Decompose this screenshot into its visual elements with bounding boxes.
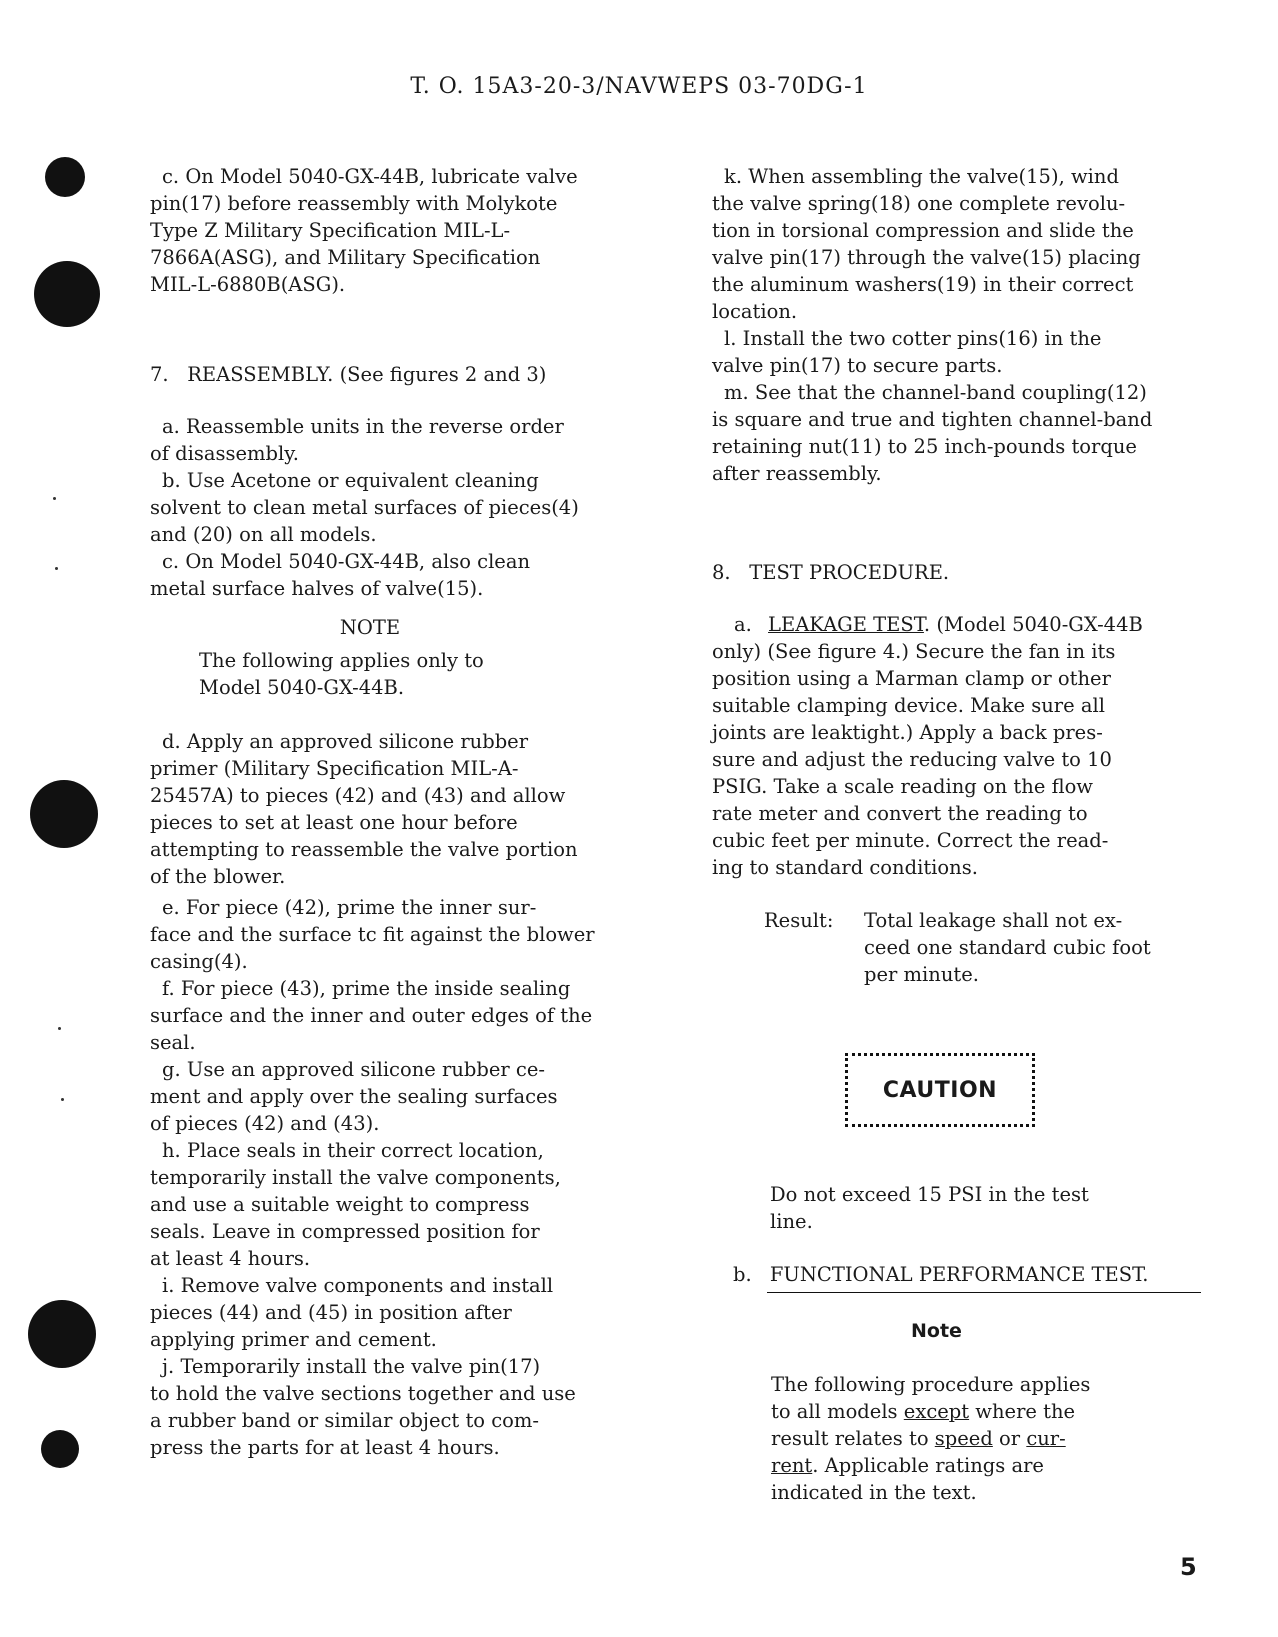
- para-a-reassemble: a. Reassemble units in the reverse order of disassembly.: [150, 415, 564, 465]
- functional-test-heading: FUNCTIONAL PERFORMANCE TEST.: [769, 1263, 1149, 1286]
- note-title: NOTE: [339, 616, 401, 639]
- para-f-piece43: f. For piece (43), prime the inside sealing surface and the inner and outer edges of the seal.: [150, 977, 593, 1054]
- functional-test-underline: [767, 1292, 1201, 1293]
- para-g-cement: g. Use an approved silicone rubber ce- ment and apply over the sealing surfaces of pieces (42) and (43).: [150, 1058, 558, 1135]
- note-body: The following applies only to Model 5040-GX-44B.: [199, 649, 484, 699]
- punch-hole: [34, 261, 100, 327]
- result-body: Total leakage shall not ex- ceed one standard cubic foot per minute.: [864, 909, 1151, 986]
- para-b-acetone: b. Use Acetone or equivalent cleaning solvent to clean metal surfaces of pieces(4) and (20) on all models.: [150, 469, 579, 546]
- leakage-test-heading: LEAKAGE TEST: [768, 613, 924, 636]
- caution-body: Do not exceed 15 PSI in the test line.: [770, 1183, 1089, 1233]
- note-bold-title: Note: [911, 1320, 962, 1342]
- page-number: 5: [1180, 1553, 1197, 1581]
- para-m-coupling: m. See that the channel-band coupling(12) is square and true and tighten channel-band retaining nut(11) to 25 inch-pounds torque after reassembly.: [712, 381, 1153, 485]
- functional-note-body: The following procedure applies to all models except where the result relates to speed or cur- rent. Applicable ratings are indicated in the text.: [771, 1373, 1091, 1504]
- right-column: [712, 163, 1232, 988]
- speck: [61, 1098, 64, 1101]
- except-underlined: except: [903, 1400, 970, 1423]
- para-h-seals: h. Place seals in their correct location, temporarily install the valve components, and use a suitable weight to compress seals. Leave in compressed position for at least 4 hours.: [150, 1139, 561, 1270]
- punch-hole: [45, 157, 85, 197]
- caution-label: CAUTION: [882, 1077, 998, 1103]
- speed-underlined: speed: [934, 1427, 993, 1450]
- punch-hole: [28, 1300, 96, 1368]
- para-d-primer: d. Apply an approved silicone rubber primer (Military Specification MIL-A- 25457A) to pieces (42) and (43) and allow pieces to set at least one hour before attempting to reassemble the valve portion of the blower.: [150, 730, 578, 888]
- result-label: Result:: [764, 909, 834, 932]
- para-j-install-pin: j. Temporarily install the valve pin(17) to hold the valve sections together and use a rubber band or similar object to com- press the parts for at least 4 hours.: [150, 1355, 576, 1459]
- para-l-cotter: l. Install the two cotter pins(16) in the valve pin(17) to secure parts.: [712, 327, 1102, 377]
- speck: [55, 567, 58, 570]
- functional-test-heading-line: b. FUNCTIONAL PERFORMANCE TEST.: [733, 1263, 1149, 1286]
- para-e-piece42: e. For piece (42), prime the inner sur- face and the surface tc fit against the blower casing(4).: [150, 896, 595, 973]
- para-i-remove: i. Remove valve components and install pieces (44) and (45) in position after applying primer and cement.: [150, 1274, 554, 1351]
- speck: [53, 497, 56, 500]
- para-c-lubricate: c. On Model 5040-GX-44B, lubricate valve pin(17) before reassembly with Molykote Type Z Military Specification MIL-L- 7866A(ASG), and Military Specification MIL-L-6880B(ASG).: [150, 165, 578, 296]
- para-k-assemble: k. When assembling the valve(15), wind the valve spring(18) one complete revolu- tion in torsional compression and slide the valve pin(17) through the valve(15) placing the aluminum washers(19) in their correct location.: [712, 165, 1141, 323]
- para-a-leakage: a. LEAKAGE TEST. (Model 5040-GX-44B only) (See figure 4.) Secure the fan in its position using a Marman clamp or other suitable clamping device. Make sure all joints are leaktight.) Apply a back pres- sure and adjust the reducing valve to 10 PSIG. Take a scale reading on the flow rate meter and convert the reading to cubic feet per minute. Correct the read- ing to standard conditions.: [712, 613, 1143, 879]
- section-8-title: 8. TEST PROCEDURE.: [712, 561, 950, 584]
- result-block: [712, 907, 1232, 988]
- section-7-title: 7. REASSEMBLY. (See figures 2 and 3): [150, 363, 547, 386]
- caution-box: [845, 1053, 1035, 1127]
- punch-hole: [41, 1430, 79, 1468]
- para-c-clean: c. On Model 5040-GX-44B, also clean metal surface halves of valve(15).: [150, 550, 531, 600]
- punch-hole: [30, 780, 98, 848]
- current-underlined-1: cur-: [1026, 1427, 1066, 1450]
- page-header: T. O. 15A3-20-3/NAVWEPS 03-70DG-1: [410, 74, 868, 99]
- left-column: [150, 163, 670, 1461]
- speck: [58, 1027, 61, 1030]
- current-underlined-2: rent: [771, 1454, 813, 1477]
